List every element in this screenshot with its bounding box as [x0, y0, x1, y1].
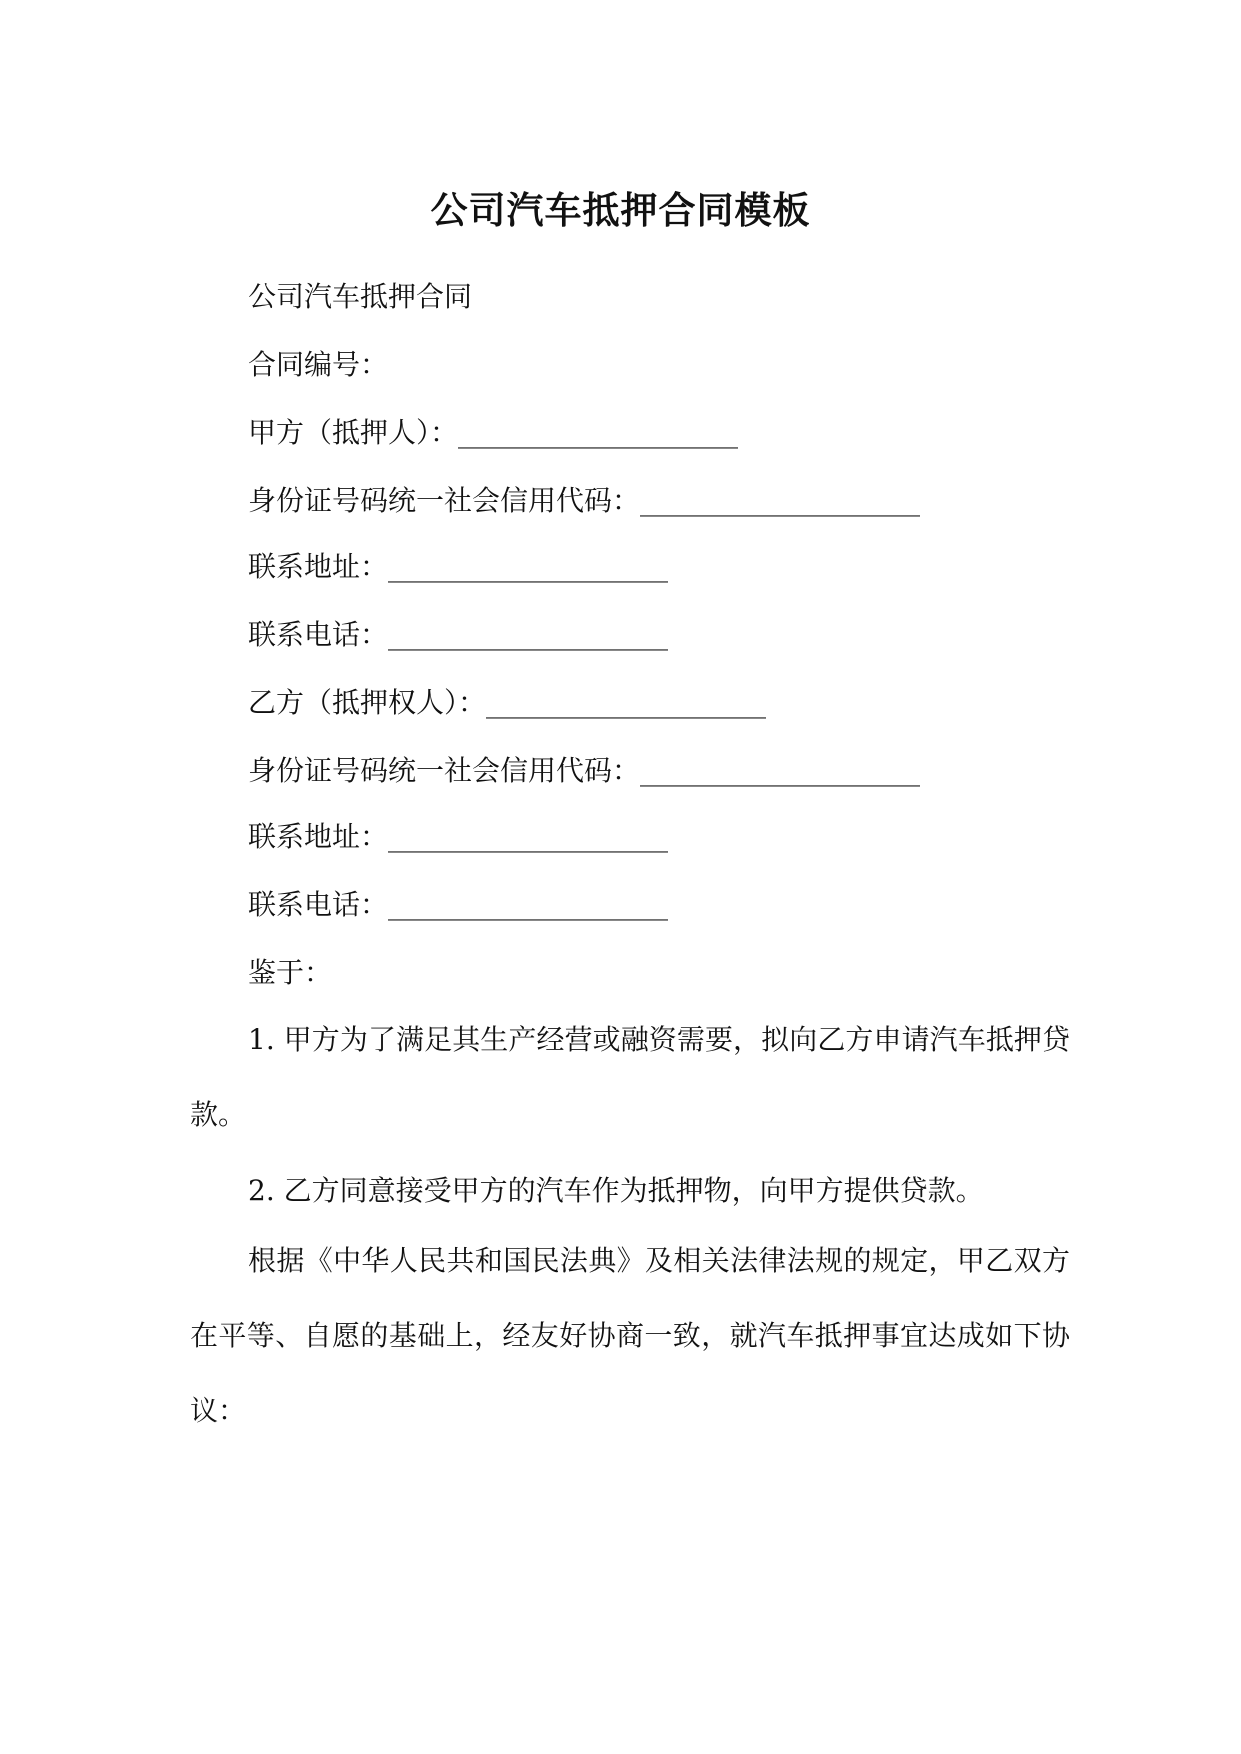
party-b-line [248, 683, 766, 723]
party-a-line [248, 413, 738, 453]
whereas-label: 鉴于： [248, 956, 333, 989]
party-b-phone-line [248, 885, 668, 925]
party-b-id-line [248, 751, 920, 791]
party-b-id-label: 身份证号码统一社会信用代码： [248, 754, 641, 787]
party-a-blank: ____________________ [458, 416, 739, 449]
party-a-id-line [248, 481, 920, 521]
party-a-id-blank: ____________________ [640, 484, 921, 517]
clause-2: 2. 乙方同意接受甲方的汽车作为抵押物，向甲方提供贷款。 [248, 1174, 984, 1207]
contract-number-label: 合同编号： [248, 348, 389, 381]
party-a-phone-blank: ____________________ [388, 618, 669, 651]
party-a-phone-line [248, 615, 668, 655]
party-a-label: 甲方（抵押人）： [248, 416, 459, 449]
party-b-id-blank: ____________________ [640, 754, 921, 787]
party-b-phone-blank: ____________________ [388, 888, 669, 921]
clause-1: 1. 甲方为了满足其生产经营或融资需要，拟向乙方申请汽车抵押贷款。 [190, 1023, 1070, 1131]
party-a-phone-label: 联系电话： [248, 618, 389, 651]
party-b-label: 乙方（抵押权人）： [248, 686, 487, 719]
party-b-address-blank: ____________________ [388, 820, 669, 853]
party-b-address-label: 联系地址： [248, 820, 389, 853]
document-title: 公司汽车抵押合同模板 [430, 188, 811, 232]
party-b-phone-label: 联系电话： [248, 888, 389, 921]
party-b-address-line [248, 817, 668, 857]
party-a-address-blank: ____________________ [388, 550, 669, 583]
party-a-address-label: 联系地址： [248, 550, 389, 583]
party-b-blank: ____________________ [486, 686, 767, 719]
contract-heading: 公司汽车抵押合同 [248, 280, 473, 313]
party-a-id-label: 身份证号码统一社会信用代码： [248, 484, 641, 517]
party-a-address-line [248, 547, 668, 587]
basis-paragraph: 根据《中华人民共和国民法典》及相关法律法规的规定，甲乙双方在平等、自愿的基础上，经友好协商一致，就汽车抵押事宜达成如下协议： [190, 1244, 1070, 1427]
